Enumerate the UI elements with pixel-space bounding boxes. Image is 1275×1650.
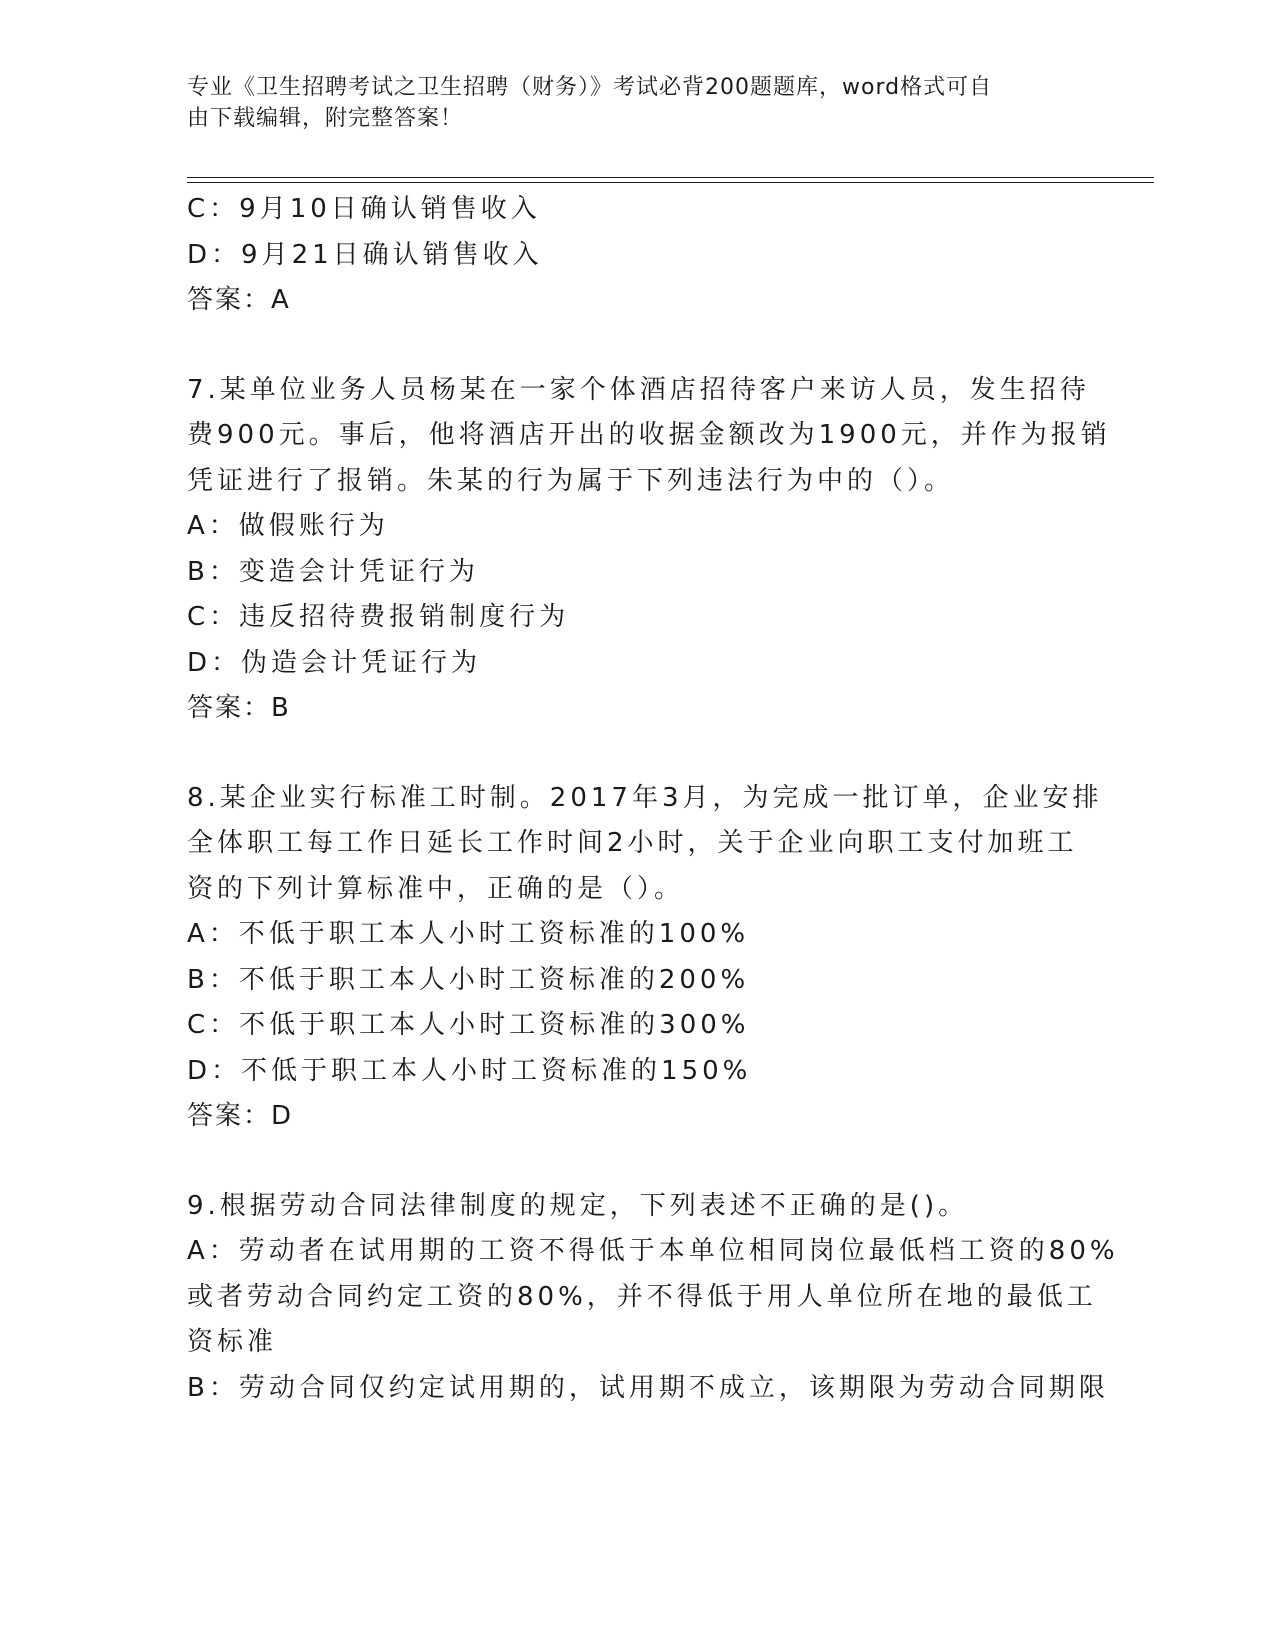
question-text-line: 全体职工每工作日延长工作时间2小时，关于企业向职工支付加班工 (187, 828, 1078, 858)
spacer (187, 324, 1087, 368)
option-a: A：做假账行为 (187, 511, 389, 541)
question-8 (187, 776, 1103, 1140)
option-b: B：劳动合同仅约定试用期的，试用期不成立，该期限为劳动合同期限 (187, 1372, 1109, 1403)
option-d: D：伪造会计凭证行为 (187, 647, 482, 678)
question-text-line: 费900元。事后，他将酒店开出的收据金额改为1900元，并作为报销 (187, 420, 1111, 450)
header-divider-top (187, 177, 1154, 178)
option-c: C：违反招待费报销制度行为 (187, 602, 570, 632)
option-d: D：9月21日确认销售收入 (187, 239, 543, 270)
question-text-line: 资的下列计算标准中，正确的是（）。 (187, 873, 685, 904)
header-line-1: 专业《卫生招聘考试之卫生招聘（财务）》考试必背200题题库，word格式可自 (187, 75, 993, 100)
answer-line: 答案：D (187, 1101, 294, 1131)
question-7 (187, 368, 1111, 732)
header-line-2: 由下载编辑，附完整答案！ (187, 106, 464, 131)
document-body (187, 187, 1119, 1411)
document-header (187, 72, 1067, 134)
option-a-continuation: 资标准 (187, 1327, 278, 1357)
answer-line: 答案：B (187, 693, 291, 723)
question-text-line: 凭证进行了报销。朱某的行为属于下列违法行为中的（）。 (187, 465, 955, 496)
option-a: A：劳动者在试用期的工资不得低于本单位相同岗位最低档工资的80% (187, 1236, 1119, 1266)
question-6-continuation (187, 187, 1087, 324)
option-d: D：不低于职工本人小时工资标准的150% (187, 1055, 752, 1086)
question-text-line: 9.根据劳动合同法律制度的规定，下列表述不正确的是()。 (187, 1190, 969, 1221)
spacer (187, 732, 1087, 776)
option-b: B：变造会计凭证行为 (187, 556, 479, 587)
question-text-line: 8.某企业实行标准工时制。2017年3月，为完成一批订单，企业安排 (187, 782, 1103, 813)
answer-line: 答案：A (187, 285, 291, 315)
option-c: C：不低于职工本人小时工资标准的300% (187, 1010, 750, 1040)
option-c: C：9月10日确认销售收入 (187, 194, 541, 224)
option-b: B：不低于职工本人小时工资标准的200% (187, 964, 750, 995)
question-9 (187, 1184, 1119, 1412)
header-divider-bottom (187, 182, 1154, 183)
option-a-continuation: 或者劳动合同约定工资的80%，并不得低于用人单位所在地的最低工 (187, 1281, 1097, 1312)
option-a: A：不低于职工本人小时工资标准的100% (187, 919, 750, 949)
spacer (187, 1140, 1087, 1184)
question-text-line: 7.某单位业务人员杨某在一家个体酒店招待客户来访人员，发生招待 (187, 374, 1090, 405)
